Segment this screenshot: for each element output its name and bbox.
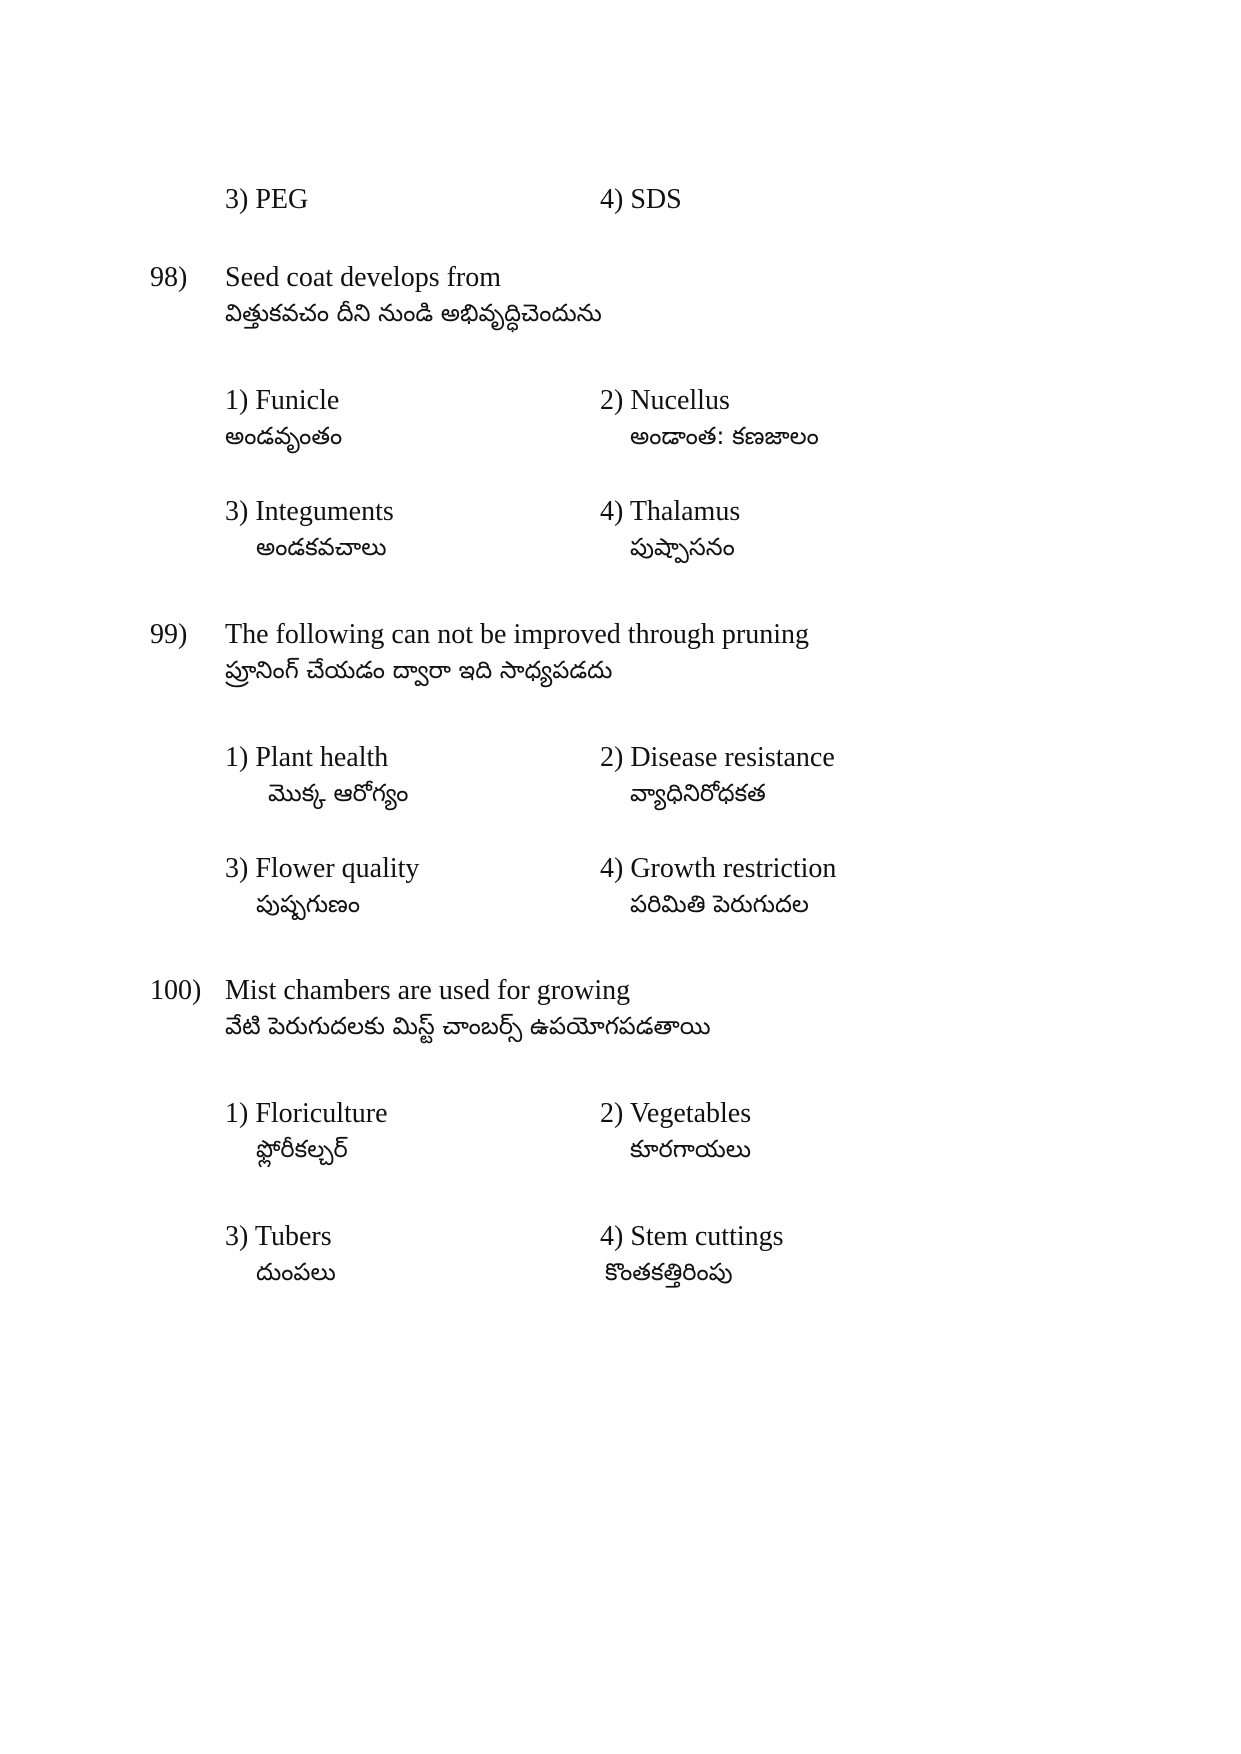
option-2-en: 2) Nucellus (600, 385, 730, 416)
option-1-te: ఫ్లోరీకల్చర్ (256, 1135, 348, 1163)
option-1-en: 1) Funicle (225, 385, 340, 416)
question-number: 99) (150, 619, 188, 650)
question-number: 100) (150, 975, 202, 1006)
option-2-te: అండాంత: కణజాలం (630, 422, 819, 450)
question-stem-en: The following can not be improved through pruning (225, 619, 809, 650)
option-3-te: పుష్పగుణం (256, 890, 361, 918)
option-2-te: కూరగాయలు (630, 1135, 752, 1163)
option-4-te: కొంతకత్తిరింపు (605, 1258, 733, 1286)
option-1-en: 1) Plant health (225, 742, 389, 773)
q97-option-4-en: 4) SDS (600, 184, 682, 215)
question-stem-te: ప్రూనింగ్ చేయడం ద్వారా ఇది సాధ్యపడదు (225, 656, 613, 684)
q97-option-3-en: 3) PEG (225, 184, 309, 215)
question-number: 98) (150, 262, 188, 293)
question-stem-te: వేటి పెరుగుదలకు మిస్ట్ చాంబర్స్ ఉపయోగపడతాయి (225, 1012, 711, 1040)
option-4-en: 4) Growth restriction (600, 853, 837, 884)
option-2-te: వ్యాధినిరోధకత (630, 779, 766, 807)
option-4-te: పుష్పాసనం (630, 533, 735, 561)
option-4-te: పరిమితి పెరుగుదల (630, 890, 809, 918)
option-3-en: 3) Flower quality (225, 853, 420, 884)
option-2-en: 2) Vegetables (600, 1098, 752, 1129)
question-stem-te: విత్తుకవచం దీని నుండి అభివృద్ధిచెందును (225, 299, 602, 327)
question-stem-en: Mist chambers are used for growing (225, 975, 631, 1006)
option-3-en: 3) Tubers (225, 1221, 332, 1252)
option-1-te: అండవృంతం (225, 422, 343, 450)
question-stem-en: Seed coat develops from (225, 262, 502, 293)
option-3-te: దుంపలు (256, 1258, 336, 1286)
option-4-en: 4) Thalamus (600, 496, 741, 527)
option-2-en: 2) Disease resistance (600, 742, 835, 773)
option-1-te: మొక్క ఆరోగ్యం (268, 779, 409, 807)
option-3-en: 3) Integuments (225, 496, 394, 527)
option-4-en: 4) Stem cuttings (600, 1221, 784, 1252)
option-1-en: 1) Floriculture (225, 1098, 388, 1129)
option-3-te: అండకవచాలు (256, 533, 387, 561)
